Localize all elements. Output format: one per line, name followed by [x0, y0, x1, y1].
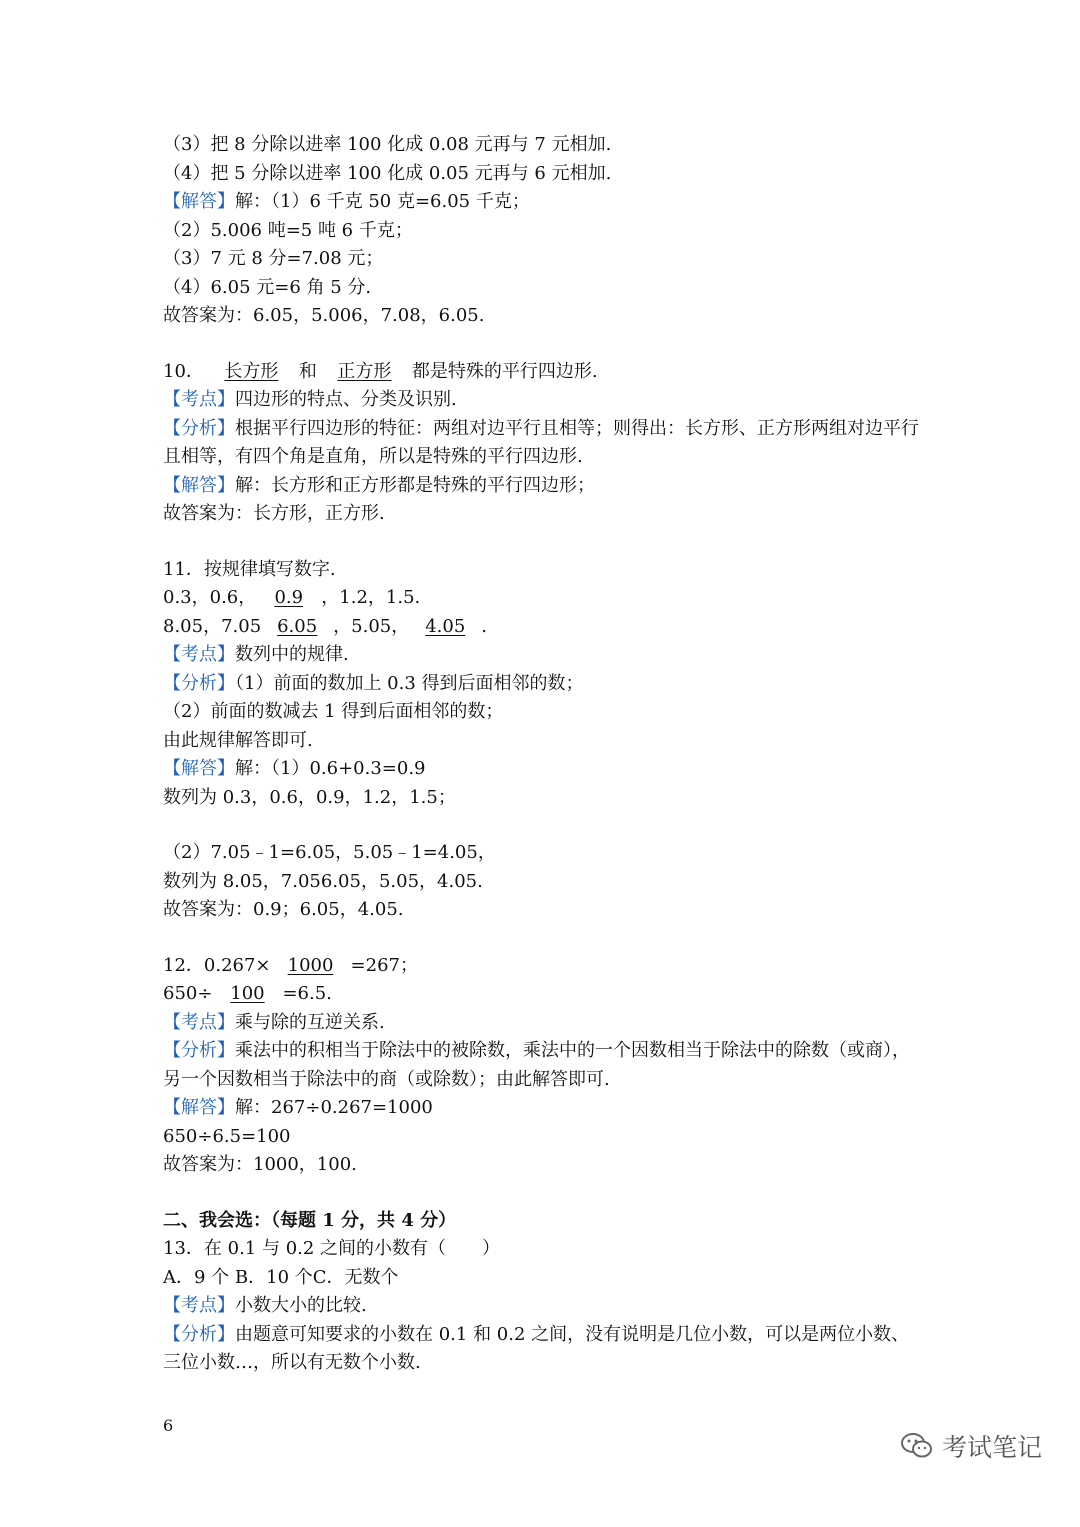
tag-kaodian: 【考点】 [163, 1011, 235, 1033]
tag-jieda: 【解答】 [163, 191, 235, 212]
fenxi-line: 【分析】乘法中的积相当于除法中的被除数，乘法中的一个因数相当于除法中的除数（或商），另一个因数相当于除法中的商（或除数）；由此解答即可. [163, 1040, 910, 1090]
question-13: 13．在 0.1 与 0.2 之间的小数有（ ） [163, 1238, 501, 1259]
answer-summary: 故答案为：1000，100. [163, 1154, 357, 1175]
sequence-row-1: 0.3，0.6， 0.9 ，1.2，1.5. [163, 584, 923, 613]
tag-jieda: 【解答】 [163, 1097, 235, 1118]
tag-kaodian: 【考点】 [163, 644, 235, 665]
watermark [900, 1428, 1042, 1464]
answer-summary: 故答案为：6.05，5.006，7.08，6.05. [163, 305, 485, 326]
text-line: （3）7 元 8 分=7.08 元； [163, 248, 384, 269]
tag-kaodian: 【考点】 [163, 1295, 235, 1316]
document-body [163, 131, 923, 1378]
fenxi-line: 【分析】（1）前面的数加上 0.3 得到后面相邻的数； [163, 672, 584, 694]
tag-kaodian: 【考点】 [163, 389, 235, 410]
fill-blank: 正方形 [337, 360, 392, 382]
question-12: 12．0.267× 1000 =267； [163, 952, 923, 981]
kaodian-line: 【考点】乘与除的互逆关系. [163, 1011, 385, 1033]
tag-jieda: 【解答】 [163, 758, 235, 779]
fill-blank: 6.05 [277, 615, 318, 637]
fill-blank: 1000 [287, 954, 334, 976]
tag-fenxi: 【分析】 [163, 672, 235, 694]
kaodian-line: 【考点】四边形的特点、分类及识别. [163, 389, 457, 410]
text-line: （4）6.05 元=6 角 5 分. [163, 276, 372, 298]
fenxi-line: 【分析】根据平行四边形的特征：两组对边平行且相等；则得出：长方形、正方形两组对边平行且相等，有四个角是直角，所以是特殊的平行四边形. [163, 417, 919, 467]
fenxi-line: 【分析】由题意可知要求的小数在 0.1 和 0.2 之间，没有说明是几位小数，可以是两位小数、三位小数…，所以有无数个小数. [163, 1323, 910, 1373]
fill-blank: 100 [230, 983, 265, 1004]
question-11: 11．按规律填写数字. [163, 558, 336, 580]
question-10: 10． 长方形 和 正方形 都是特殊的平行四边形. [163, 358, 923, 387]
answer-summary: 故答案为：长方形，正方形. [163, 503, 385, 524]
text-line: （2）7.05﹣1=6.05，5.05﹣1=4.05， [163, 842, 496, 863]
answer-line: 【解答】解：（1）6 千克 50 克=6.05 千克； [163, 191, 530, 212]
text-line: 数列为 8.05，7.056.05，5.05，4.05. [163, 870, 483, 892]
question-12-row-2: 650÷ 100 =6.5. [163, 980, 923, 1009]
jieda-line: 【解答】解：长方形和正方形都是特殊的平行四边形； [163, 474, 595, 496]
text-line: 数列为 0.3，0.6，0.9，1.2，1.5； [163, 786, 456, 808]
text-line: （2）5.006 吨=5 吨 6 千克； [163, 219, 413, 241]
tag-fenxi: 【分析】 [163, 417, 235, 439]
text-line: 由此规律解答即可. [163, 729, 313, 751]
kaodian-line: 【考点】数列中的规律. [163, 644, 349, 665]
tag-fenxi: 【分析】 [163, 1323, 235, 1345]
question-13-options: A．9 个 B．10 个C．无数个 [163, 1266, 399, 1288]
fill-blank: 0.9 [274, 587, 304, 608]
text-line: （4）把 5 分除以进率 100 化成 0.05 元再与 6 元相加. [163, 162, 612, 184]
text-line: （2）前面的数减去 1 得到后面相邻的数； [163, 701, 504, 722]
wechat-icon [900, 1431, 934, 1461]
tag-fenxi: 【分析】 [163, 1040, 235, 1061]
fill-blank: 长方形 [224, 360, 279, 382]
jieda-line: 【解答】解：267÷0.267=1000 [163, 1097, 433, 1118]
text-line: （3）把 8 分除以进率 100 化成 0.08 元再与 7 元相加. [163, 134, 612, 155]
tag-jieda: 【解答】 [163, 474, 235, 496]
watermark-text: 考试笔记 [941, 1433, 1042, 1462]
sequence-row-2: 8.05，7.05 6.05 ，5.05， 4.05 . [163, 613, 923, 642]
answer-summary: 故答案为：0.9；6.05，4.05. [163, 899, 404, 920]
jieda-line: 【解答】解：（1）0.6+0.3=0.9 [163, 758, 426, 779]
section-heading: 二、我会选：（每题 1 分，共 4 分） [163, 1209, 457, 1231]
text-line: 650÷6.5=100 [163, 1125, 291, 1147]
kaodian-line: 【考点】小数大小的比较. [163, 1295, 367, 1316]
fill-blank: 4.05 [425, 615, 466, 637]
page-number: 6 [163, 1416, 174, 1435]
